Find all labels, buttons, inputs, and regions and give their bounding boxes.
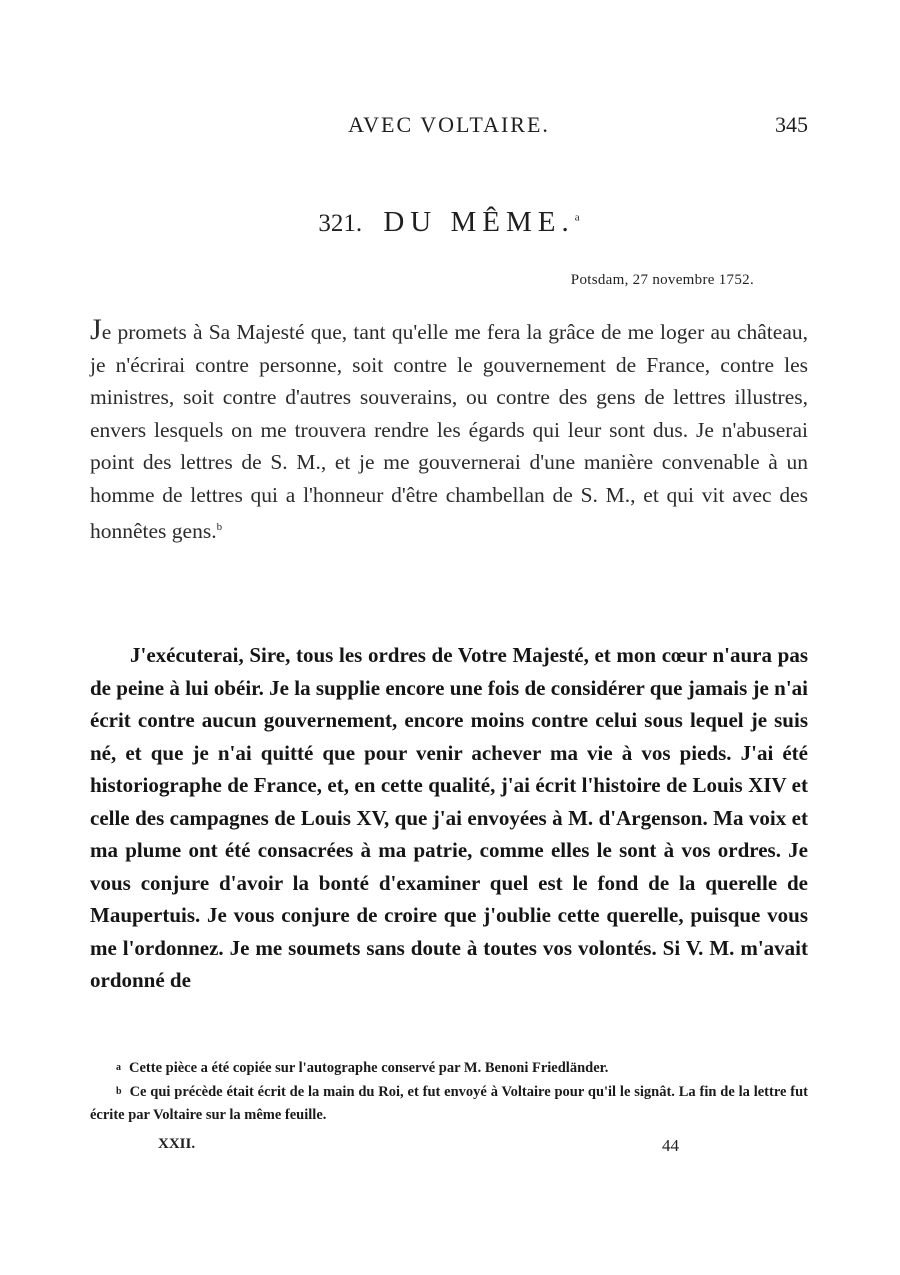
footnotes bbox=[90, 1056, 808, 1127]
footnote-marker: a bbox=[116, 1062, 121, 1073]
page-number: 345 bbox=[775, 112, 808, 137]
running-head bbox=[90, 112, 808, 142]
footnote-ref-b[interactable]: b bbox=[216, 521, 223, 533]
running-title: AVEC VOLTAIRE. bbox=[348, 112, 550, 137]
footnote-a bbox=[90, 1056, 808, 1080]
voltaire-paragraph: J'exécuterai, Sire, tous les ordres de Votre Majesté, et mon cœur n'aura pas de peine à lui obéir. Je la supplie encore une fois de considérer que jamais je n'ai écrit contre aucun gouvernement, encore moins contre celui sous lequel je suis né, et que je n'ai quitté que pour venir achever ma vie à vos pieds. J'ai été historiographe de France, et, en cette qualité, j'ai écrit l'histoire de Louis XIV et celle des campagnes de Louis XV, que j'ai envoyées à M. d'Argenson. Ma voix et ma plume ont été consacrées à ma patrie, comme elles le sont à vos ordres. Je vous conjure d'avoir la bonté d'examiner quel est le fond de la querelle de Maupertuis. Je vous conjure de croire que j'oublie cette querelle, puisque vous me l'ordonnez. Je me soumets sans doute à toutes vos volontés. Si V. M. m'avait ordonné de bbox=[90, 643, 808, 992]
dateline: Potsdam, 27 novembre 1752. bbox=[570, 272, 754, 288]
king-paragraph-text: e promets à Sa Majesté que, tant qu'elle me fera la grâce de me loger au château, je n'écrirai contre personne, soit contre le gouvernement de France, contre les ministres, soit contre d'autres souverains, ou contre des gens de lettres illustres, envers lesquels on me trouvera rendre les égards qui leur sont dus. Je n'abuserai point des lettres de S. M., et je me gouvernerai d'une manière convenable à un homme de lettres qui a l'honneur d'être chambellan de S. M., et qui vit avec des honnêtes gens. bbox=[90, 320, 808, 544]
footnote-text: Cette pièce a été copiée sur l'autographe conservé par M. Benoni Friedländer. bbox=[129, 1060, 609, 1076]
volume-mark: XXII. bbox=[158, 1136, 196, 1152]
sheet-number: 44 bbox=[662, 1136, 679, 1155]
footnote-b bbox=[90, 1080, 808, 1127]
letter-title-text: DU MÊME. bbox=[383, 206, 575, 238]
footnote-marker: b bbox=[116, 1086, 122, 1097]
footnote-ref-a[interactable]: a bbox=[574, 211, 580, 224]
letter-title bbox=[383, 206, 579, 238]
letter-heading bbox=[90, 206, 808, 239]
king-paragraph bbox=[90, 314, 808, 548]
signature-line bbox=[158, 1136, 718, 1160]
footnote-text: Ce qui précède était écrit de la main du Roi, et fut envoyé à Voltaire pour qu'il le signât. La fin de la lettre fut écrite par Voltaire sur la même feuille. bbox=[90, 1084, 808, 1123]
letter-number: 321. bbox=[318, 210, 363, 237]
drop-cap: J bbox=[90, 313, 102, 346]
